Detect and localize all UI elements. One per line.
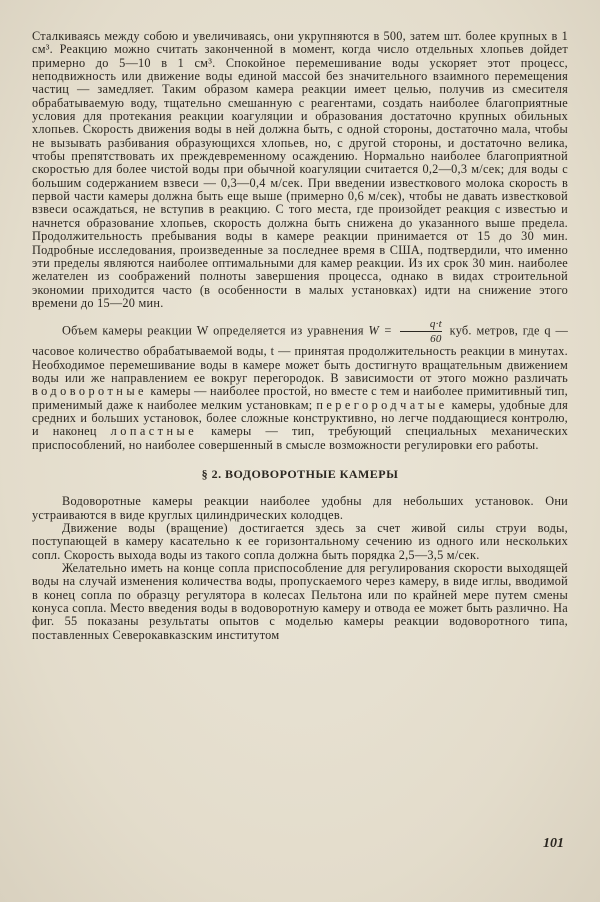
paragraph-formula — [32, 318, 568, 452]
term-2-description: камеры, удобные для средних и больших установок, более сложные конструктивно, но легче поддающиеся контролю, и наконец — [32, 397, 569, 439]
formula-numerator: q·t — [429, 318, 442, 331]
term-lopastnye: лопастные — [110, 424, 198, 439]
term-3-description: камеры — тип, требующий специальных механических приспособлений, но наиболее совершенный в смысле возможности регулировки его работы. — [32, 424, 568, 452]
term-1-description: камеры — наиболее простой, но вместе с тем и наиболее примитивный тип, применимый даже к наиболее мелким установкам; — [32, 384, 568, 412]
paragraph-bottom-3: Желательно иметь на конце сопла приспособление для регулирования скорости выходящей воды на случай изменения количества воды, пропускаемого через камеру, в виде иглы, вводимой в конец сопла по образцу регулятора в колесах Пельтона или по крайней мере путем смены конуса сопла. Место введения воды в водоворотную камеру и отвода ее может быть различно. На фиг. 55 показаны результаты опытов с моделью камеры реакции водоворотного типа, поставленных Северокавказским институтом — [32, 561, 568, 642]
term-vodovorotnye: водоворотные — [32, 384, 147, 399]
paragraph-bottom-2: Движение воды (вращение) достигается здесь за счет живой силы струи воды, поступающей в камеру касательно к ее горизонтальному сечению из одного или нескольких сопл. Скорость выхода воды из такого сопла должна быть порядка 2,5—3,5 м/сек. — [32, 521, 568, 562]
formula-denominator: 60 — [430, 333, 442, 346]
main-text — [32, 30, 568, 642]
formula-lhs: W = — [368, 323, 393, 338]
paragraph-top-1: Сталкиваясь между собою и увеличиваясь, они укрупняются в 500, затем шт. более крупных в 1 см³. Реакцию можно считать законченной в момент, когда число отдельных хлопьев дойдет примерно до 5—10 в 1 см³. Спокойное перемешивание воды ускоряет этот процесс, неподвижность или движение воды единой массой без значительного взаимного перемещения частиц — замедляет. Таким образом камера реакции имеет целью, получив из смесителя обрабатываемую воду, тщательно смешанную с реагентами, создать наиболее благоприятные условия для протекания реакции коагуляции и образования достаточно крупных обильных хлопьев. Скорость движения воды в ней должна быть, с одной стороны, достаточно мала, чтобы не вызывать разбивания образующихся хлопьев, но, с другой стороны, и достаточно велика, чтобы препятствовать их преждевременному осаждению. Нормально наиболее благоприятной скоростью для более чистой воды при обычной коагуляции считается 0,2—0,3 м/сек; для воды с большим содержанием взвеси — 0,3—0,4 м/сек. При введении известкового молока скорость в первой части камеры должна быть еще выше (примерно 0,6 м/сек), чтобы не давать известковой взвеси осаждаться, не вступив в реакцию. С того места, где произойдет реакция с известью и начнется образование хлопьев, скорость должна быть снижена до указанного выше предела. Продолжительность пребывания воды в камере реакции принимается от 15 до 30 мин. Подробные исследования, произведенные за последнее время в США, подтвердили, что именно эти пределы являются наиболее оптимальными для камер реакции. Из их срок 30 мин. наиболее желателен из соображений полноты завершения процесса, однако в видах строительной экономии приходится часто (в особенности в малых установках) идти на снижение этого времени до 15—20 мин. — [32, 29, 568, 310]
formula-intro-text: Объем камеры реакции W определяется из уравнения — [62, 323, 364, 338]
volume-formula — [400, 318, 442, 345]
term-peregorodchatye: перегородчатые — [316, 397, 448, 412]
page-number: 101 — [543, 836, 564, 851]
fraction-bar — [400, 331, 442, 332]
paragraph-bottom-1: Водоворотные камеры реакции наиболее удобны для небольших установок. Они устраиваются в виде круглых цилиндрических колодцев. — [32, 494, 568, 522]
section-heading: § 2. ВОДОВОРОТНЫЕ КАМЕРЫ — [201, 466, 399, 481]
formula-explanation-text: куб. метров, где q — часовое количество обрабатываемой воды, t — принятая продолжительность реакции в минутах. Необходимое перемешивание воды в камере может быть достигнуто вращательным движением воды или же направлением ее вокруг перегородок. В зависимости от этого можно различать — [32, 323, 569, 385]
